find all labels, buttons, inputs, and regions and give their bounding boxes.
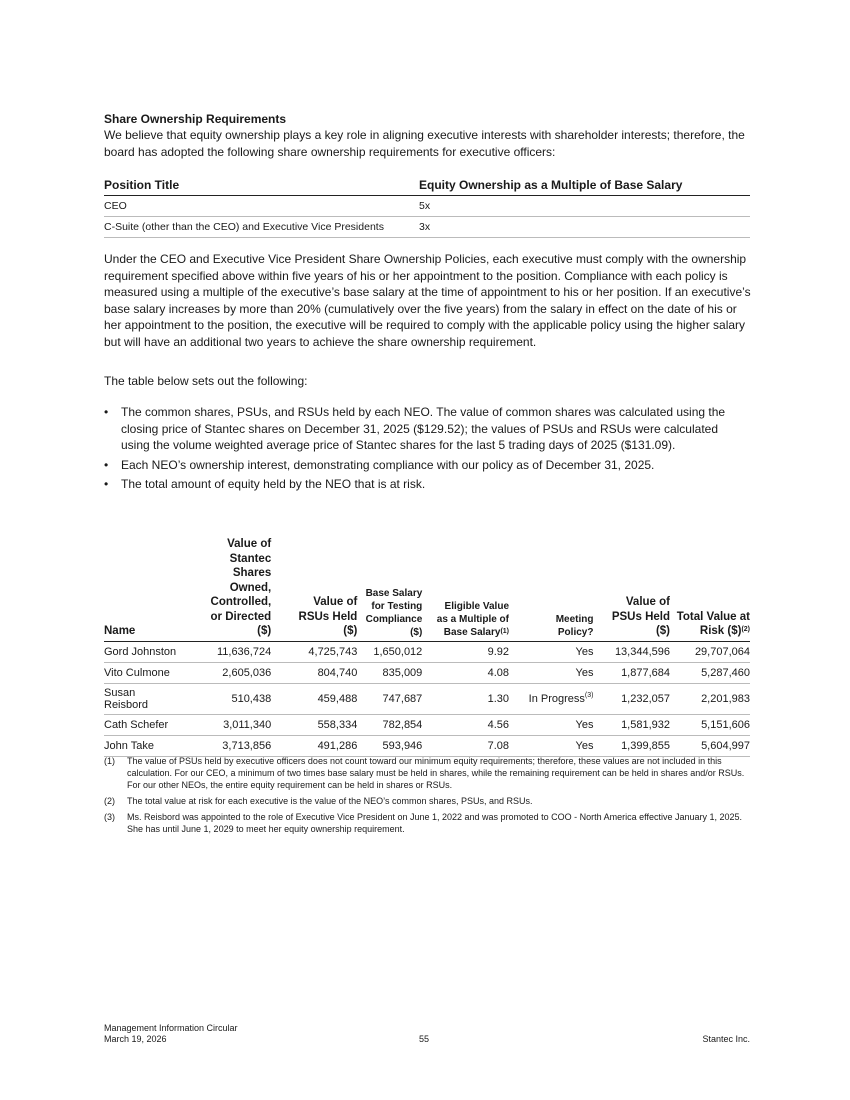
holdings-table	[104, 537, 750, 757]
footnote	[104, 755, 750, 792]
cell-base-text: 782,854	[382, 718, 423, 731]
cell-total	[670, 714, 750, 735]
footnote	[104, 811, 750, 835]
bullet-item: • Each NEO’s ownership interest, demonstrating compliance with our policy as of December 31, 2025.	[104, 457, 744, 474]
cell-base	[357, 662, 422, 683]
cell-base-text: 747,687	[382, 692, 423, 705]
cell-total	[670, 641, 750, 662]
cell-rsus	[271, 714, 357, 735]
table-row	[104, 714, 750, 735]
table-header-row	[104, 176, 750, 196]
bullet-item: • The common shares, PSUs, and RSUs held by each NEO. The value of common shares was calculated using the closing price of Stantec shares on December 31, 2025 ($129.52); the values of PSUs and RSUs were calculated using the volume weighted average price of Stantec shares for the last 5 trading days of 2025 ($131.09).	[104, 404, 744, 454]
cell-shares-text: 510,438	[231, 692, 272, 705]
table-row	[104, 217, 750, 238]
footnote	[104, 795, 750, 807]
cell-total	[670, 662, 750, 683]
footnote-text: The total value at risk for each executive is the value of the NEO’s common shares, PSUs, and RSUs.	[127, 796, 533, 807]
cell-total	[670, 735, 750, 756]
intro-paragraph: We believe that equity ownership plays a key role in aligning executive interests with shareholder interests; therefore, the board has adopted the following share ownership requirements for executive officers:	[104, 128, 745, 159]
table-header-row	[104, 537, 750, 641]
cell-total-text: 29,707,064	[694, 645, 750, 658]
col-header-total	[670, 537, 750, 641]
cell-multiple-text: 4.08	[487, 666, 509, 679]
spacer-cell	[178, 714, 200, 735]
cell-shares	[200, 714, 271, 735]
cell-psus-text: 1,877,684	[621, 666, 670, 679]
cell-multiple-text: 4.56	[487, 718, 509, 731]
col-header-meeting	[509, 537, 593, 641]
cell-psus	[593, 735, 670, 756]
footnote-text: The value of PSUs held by executive officers does not count toward our minimum equity requirements; therefore, these values are not included in this calculation. For our CEO, a minimum of two times base salary must be held in shares, while the remaining requirement can be held in shares and/or RSUs. For our other NEOs, the entire equity requirement can be held in shares or RSUs.	[127, 756, 745, 791]
cell-shares	[200, 683, 271, 714]
col-header-multiple	[422, 537, 509, 641]
cell-multiple-text: 7.08	[487, 739, 509, 752]
footnote-number: (3)	[104, 811, 115, 822]
col-header-total-text: Total Value at Risk ($)	[676, 610, 750, 637]
col-header-psus	[593, 537, 670, 641]
cell-psus	[593, 641, 670, 662]
cell-base	[357, 714, 422, 735]
cell-multiple: 5x	[419, 196, 750, 217]
cell-name-text: Vito Culmone	[104, 666, 170, 679]
footnote-text: Ms. Reisbord was appointed to the role of Executive Vice President on June 1, 2022 and was promoted to COO - North America effective January 1, 2025. She has until June 1, 2029 to meet her equity ownership requirement.	[127, 811, 743, 835]
cell-shares-text: 3,713,856	[222, 739, 272, 752]
cell-psus	[593, 714, 670, 735]
cell-shares	[200, 735, 271, 756]
bullet-list	[104, 404, 744, 496]
table-intro: The table below sets out the following:	[104, 374, 308, 388]
spacer-cell	[178, 735, 200, 756]
cell-rsus-text: 459,488	[317, 692, 358, 705]
cell-multiple	[422, 662, 509, 683]
cell-meeting	[509, 662, 593, 683]
cell-psus-text: 1,581,932	[621, 718, 670, 731]
cell-name-text: Susan Reisbord	[104, 686, 149, 711]
col-header-name: Name	[104, 537, 178, 641]
cell-multiple	[422, 641, 509, 662]
cell-shares-text: 3,011,340	[223, 718, 272, 731]
cell-multiple	[422, 683, 509, 714]
cell-meeting-text: Yes	[575, 718, 594, 731]
table-row	[104, 735, 750, 756]
footnote-number: (1)	[104, 756, 115, 766]
section-heading: Share Ownership Requirements	[104, 112, 287, 126]
cell-meeting-text: Yes	[575, 739, 594, 752]
cell-rsus-text: 491,286	[317, 739, 358, 752]
cell-total-text: 5,287,460	[701, 666, 750, 679]
spacer-cell	[178, 641, 200, 662]
cell-meeting	[509, 641, 593, 662]
page-number: 55	[419, 1034, 430, 1044]
footer-left	[104, 1023, 238, 1045]
col-header-shares	[200, 537, 271, 641]
cell-psus-text: 13,344,596	[614, 645, 670, 658]
cell-base-text: 835,009	[382, 666, 423, 679]
cell-position: CEO	[104, 196, 419, 217]
footnote-ref: (2)	[741, 626, 750, 633]
cell-name	[104, 641, 178, 662]
cell-name	[104, 714, 178, 735]
col-header-position: Position Title	[104, 176, 419, 196]
cell-name	[104, 735, 178, 756]
cell-psus	[593, 662, 670, 683]
cell-name-text: John Take	[104, 739, 154, 752]
cell-base-text: 1,650,012	[373, 645, 423, 658]
cell-rsus-text: 558,334	[317, 718, 358, 731]
cell-shares	[200, 662, 271, 683]
table-row	[104, 662, 750, 683]
cell-name	[104, 662, 178, 683]
cell-rsus	[271, 735, 357, 756]
footnote-number: (2)	[104, 796, 115, 807]
policy-paragraph: Under the CEO and Executive Vice President Share Ownership Policies, each executive must comply with the ownership requirement specified above within five years of his or her appointment to the position. Compliance with each policy is measured using a multiple of the executive’s base salary at the time of appointment to his or her position. If an executive’s base salary increases by more than 20% (cumulatively over the five years) from the salary in effect on the date of his or her appointment to the position, the executive will be required to comply with the applicable policy using the higher salary but will have an additional two years to achieve the share ownership requirement.	[104, 252, 751, 349]
col-header-shares-text: Value of Stantec Shares Owned, Controlled, or Directed ($)	[210, 538, 272, 637]
footer-company: Stantec Inc.	[702, 1034, 750, 1044]
cell-rsus	[271, 641, 357, 662]
cell-psus	[593, 683, 670, 714]
cell-rsus-text: 804,740	[317, 666, 358, 679]
cell-meeting	[509, 735, 593, 756]
col-header-rsus	[271, 537, 357, 641]
cell-multiple	[422, 735, 509, 756]
col-header-meeting-text: Meeting Policy?	[555, 613, 594, 638]
cell-name	[104, 683, 178, 714]
cell-meeting-text: In Progress	[528, 692, 585, 705]
cell-rsus-text: 4,725,743	[308, 645, 358, 658]
col-header-rsus-text: Value of RSUs Held ($)	[298, 596, 358, 637]
cell-meeting	[509, 714, 593, 735]
spacer-cell	[178, 662, 200, 683]
cell-total	[670, 683, 750, 714]
cell-multiple-text: 9.92	[487, 645, 509, 658]
cell-rsus	[271, 683, 357, 714]
col-header-base: Base Salary for Testing Compliance ($)	[357, 537, 422, 641]
col-header-multiple: Equity Ownership as a Multiple of Base Salary	[419, 176, 750, 196]
cell-base	[357, 735, 422, 756]
table-row	[104, 196, 750, 217]
cell-base	[357, 683, 422, 714]
cell-meeting-text: Yes	[575, 666, 594, 679]
footnotes	[104, 755, 750, 839]
cell-meeting	[509, 683, 593, 714]
col-header-multiple-text: Eligible Value as a Multiple of Base Salary	[436, 600, 509, 638]
cell-multiple-text: 1.30	[487, 692, 509, 705]
footer-doc-title: Management Information Circular	[104, 1023, 238, 1033]
col-header-psus-text: Value of PSUs Held ($)	[611, 596, 670, 637]
cell-psus-text: 1,399,855	[621, 739, 670, 752]
cell-shares	[200, 641, 271, 662]
cell-base-text: 593,946	[382, 739, 423, 752]
cell-total-text: 5,604,997	[701, 739, 750, 752]
cell-total-text: 5,151,606	[701, 718, 750, 731]
table-row	[104, 683, 750, 714]
cell-meeting-text: Yes	[575, 645, 594, 658]
cell-shares-text: 11,636,724	[216, 645, 272, 658]
footnote-ref: (3)	[584, 691, 594, 699]
footer-date: March 19, 2026	[104, 1034, 167, 1044]
cell-shares-text: 2,605,036	[222, 666, 272, 679]
table-row	[104, 641, 750, 662]
cell-multiple	[422, 714, 509, 735]
bullet-item: • The total amount of equity held by the NEO that is at risk.	[104, 476, 744, 493]
cell-psus-text: 1,232,057	[621, 692, 670, 705]
cell-position: C-Suite (other than the CEO) and Executive Vice Presidents	[104, 217, 419, 238]
cell-name-text: Cath Schefer	[104, 718, 169, 731]
cell-multiple: 3x	[419, 217, 750, 238]
cell-total-text: 2,201,983	[701, 692, 750, 705]
cell-rsus	[271, 662, 357, 683]
footnote-ref: (1)	[500, 627, 509, 635]
requirements-table	[104, 176, 750, 238]
spacer-cell	[178, 683, 200, 714]
cell-base	[357, 641, 422, 662]
cell-name-text: Gord Johnston	[104, 645, 177, 658]
